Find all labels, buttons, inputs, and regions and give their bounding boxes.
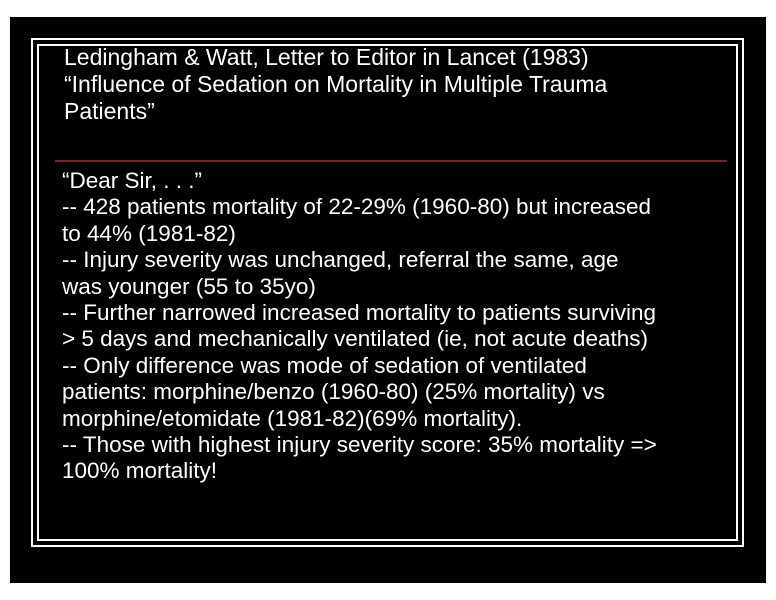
body-line: -- Only difference was mode of sedation of ventilated [62,352,587,378]
body-line: patients: morphine/benzo (1960-80) (25% mortality) vs [62,379,605,405]
title-line: Patients” [64,98,155,124]
body-line: morphine/etomidate (1981-82)(69% mortality). [62,405,523,431]
slide [10,17,766,583]
body-line: > 5 days and mechanically ventilated (ie, not acute deaths) [62,326,648,352]
body-line: was younger (55 to 35yo) [62,273,316,299]
title-divider [55,160,727,162]
slide-body [62,168,752,485]
slide-title [64,44,744,125]
body-line: -- Further narrowed increased mortality to patients surviving [62,300,656,326]
title-line: Ledingham & Watt, Letter to Editor in Lancet (1983) [64,44,589,70]
body-line: to 44% (1981-82) [62,220,236,246]
title-line: “Influence of Sedation on Mortality in Multiple Trauma [64,71,608,97]
body-line: -- 428 patients mortality of 22-29% (1960-80) but increased [62,194,652,220]
body-line: “Dear Sir, . . .” [62,168,203,193]
body-line: -- Those with highest injury severity score: 35% mortality => [62,432,657,458]
body-line: 100% mortality! [62,458,218,484]
body-line: -- Injury severity was unchanged, referral the same, age [62,247,619,273]
